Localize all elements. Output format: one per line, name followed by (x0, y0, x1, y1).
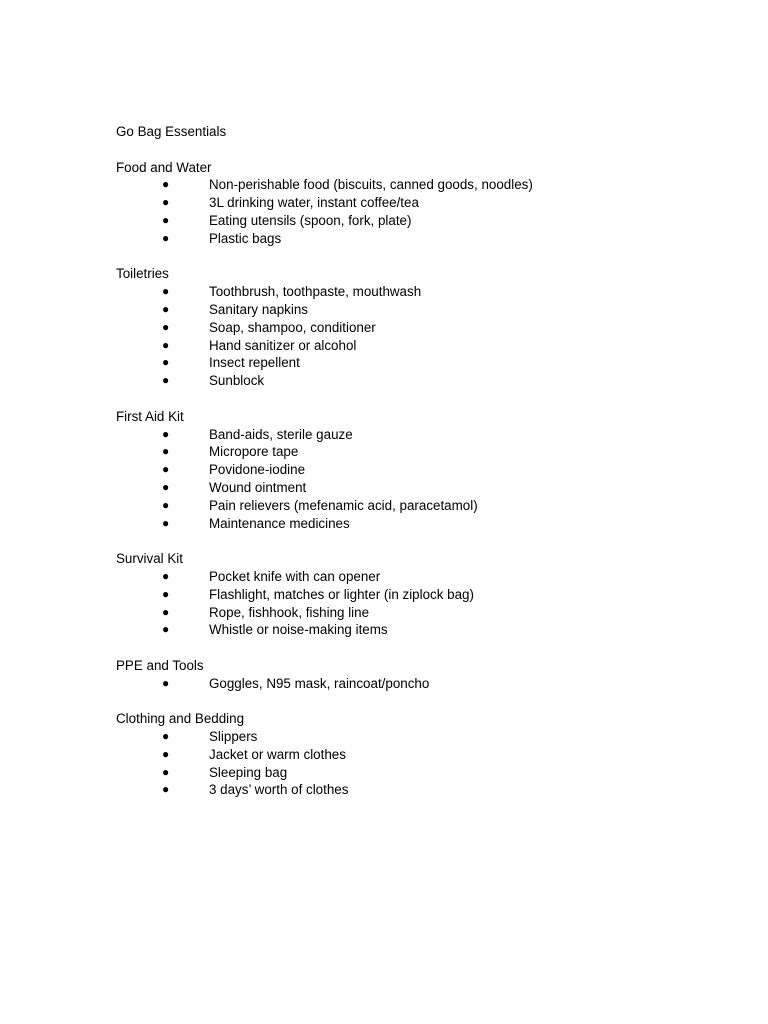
list-item (116, 176, 716, 194)
section-heading: Survival Kit (116, 551, 183, 567)
bullet-icon: ● (162, 729, 170, 744)
list-item (116, 212, 716, 230)
list-item-text: Jacket or warm clothes (209, 746, 346, 762)
list-item (116, 675, 716, 693)
list-item-text: Maintenance medicines (209, 515, 350, 531)
list-item (116, 728, 716, 746)
bullet-icon: ● (162, 177, 170, 192)
bullet-icon: ● (162, 764, 170, 779)
section-survival-kit (116, 550, 716, 639)
section-toiletries (116, 265, 716, 390)
list-item-text: Sunblock (209, 373, 265, 389)
list-item-text: Non-perishable food (biscuits, canned goods, noodles) (209, 177, 533, 193)
bullet-icon: ● (162, 497, 170, 512)
section-heading: Food and Water (116, 159, 212, 175)
list-item-text: Micropore tape (209, 444, 299, 460)
section-heading: PPE and Tools (116, 657, 204, 673)
bullet-icon: ● (162, 568, 170, 583)
list-item-text: Slippers (209, 729, 258, 745)
list-item (116, 337, 716, 355)
list-item (116, 372, 716, 390)
list-item-text: Rope, fishhook, fishing line (209, 604, 370, 620)
list-item (116, 426, 716, 444)
item-list (116, 176, 716, 247)
bullet-icon: ● (162, 515, 170, 530)
list-item-text: Soap, shampoo, conditioner (209, 319, 376, 335)
bullet-icon: ● (162, 479, 170, 494)
list-item (116, 461, 716, 479)
bullet-icon: ● (162, 604, 170, 619)
bullet-icon: ● (162, 195, 170, 210)
item-list (116, 426, 716, 533)
list-item (116, 621, 716, 639)
list-item-text: Pocket knife with can opener (209, 568, 381, 584)
item-list (116, 283, 716, 390)
list-item (116, 586, 716, 604)
list-item-text: Povidone-iodine (209, 462, 306, 478)
list-item (116, 479, 716, 497)
section-ppe-and-tools (116, 657, 716, 693)
bullet-icon: ● (162, 426, 170, 441)
item-list (116, 568, 716, 639)
list-item-text: Hand sanitizer or alcohol (209, 337, 357, 353)
list-item (116, 764, 716, 782)
list-item (116, 497, 716, 515)
bullet-icon: ● (162, 301, 170, 316)
bullet-icon: ● (162, 373, 170, 388)
list-item (116, 301, 716, 319)
list-item-text: Sanitary napkins (209, 301, 308, 317)
bullet-icon: ● (162, 212, 170, 227)
section-food-and-water (116, 159, 716, 248)
bullet-icon: ● (162, 337, 170, 352)
bullet-icon: ● (162, 319, 170, 334)
list-item (116, 283, 716, 301)
list-item (116, 354, 716, 372)
document-title: Go Bag Essentials (116, 124, 227, 139)
bullet-icon: ● (162, 586, 170, 601)
list-item (116, 319, 716, 337)
list-item-text: Whistle or noise-making items (209, 622, 388, 638)
bullet-icon: ● (162, 444, 170, 459)
list-item (116, 515, 716, 533)
bullet-icon: ● (162, 462, 170, 477)
list-item-text: Wound ointment (209, 479, 307, 495)
item-list (116, 728, 716, 799)
bullet-icon: ● (162, 622, 170, 637)
section-clothing-and-bedding (116, 710, 716, 799)
bullet-icon: ● (162, 675, 170, 690)
list-item (116, 746, 716, 764)
list-item (116, 443, 716, 461)
bullet-icon: ● (162, 782, 170, 797)
list-item (116, 568, 716, 586)
section-heading: First Aid Kit (116, 408, 184, 424)
section-heading: Clothing and Bedding (116, 711, 245, 727)
list-item-text: Toothbrush, toothpaste, mouthwash (209, 284, 422, 300)
list-item (116, 194, 716, 212)
section-first-aid-kit (116, 408, 716, 533)
document-page (116, 123, 716, 817)
list-item-text: Plastic bags (209, 230, 282, 246)
list-item-text: 3L drinking water, instant coffee/tea (209, 195, 419, 211)
list-item-text: Band-aids, sterile gauze (209, 426, 353, 442)
list-item-text: Sleeping bag (209, 764, 288, 780)
list-item-text: Eating utensils (spoon, fork, plate) (209, 212, 412, 228)
list-item-text: Goggles, N95 mask, raincoat/poncho (209, 675, 430, 691)
list-item-text: Insect repellent (209, 355, 300, 371)
bullet-icon: ● (162, 746, 170, 761)
bullet-icon: ● (162, 355, 170, 370)
bullet-icon: ● (162, 284, 170, 299)
bullet-icon: ● (162, 230, 170, 245)
list-item (116, 230, 716, 248)
list-item-text: Flashlight, matches or lighter (in ziplock bag) (209, 586, 474, 602)
list-item-text: 3 days’ worth of clothes (209, 782, 349, 798)
section-heading: Toiletries (116, 266, 169, 282)
list-item (116, 781, 716, 799)
list-item-text: Pain relievers (mefenamic acid, paracetamol) (209, 497, 478, 513)
list-item (116, 604, 716, 622)
item-list (116, 675, 716, 693)
